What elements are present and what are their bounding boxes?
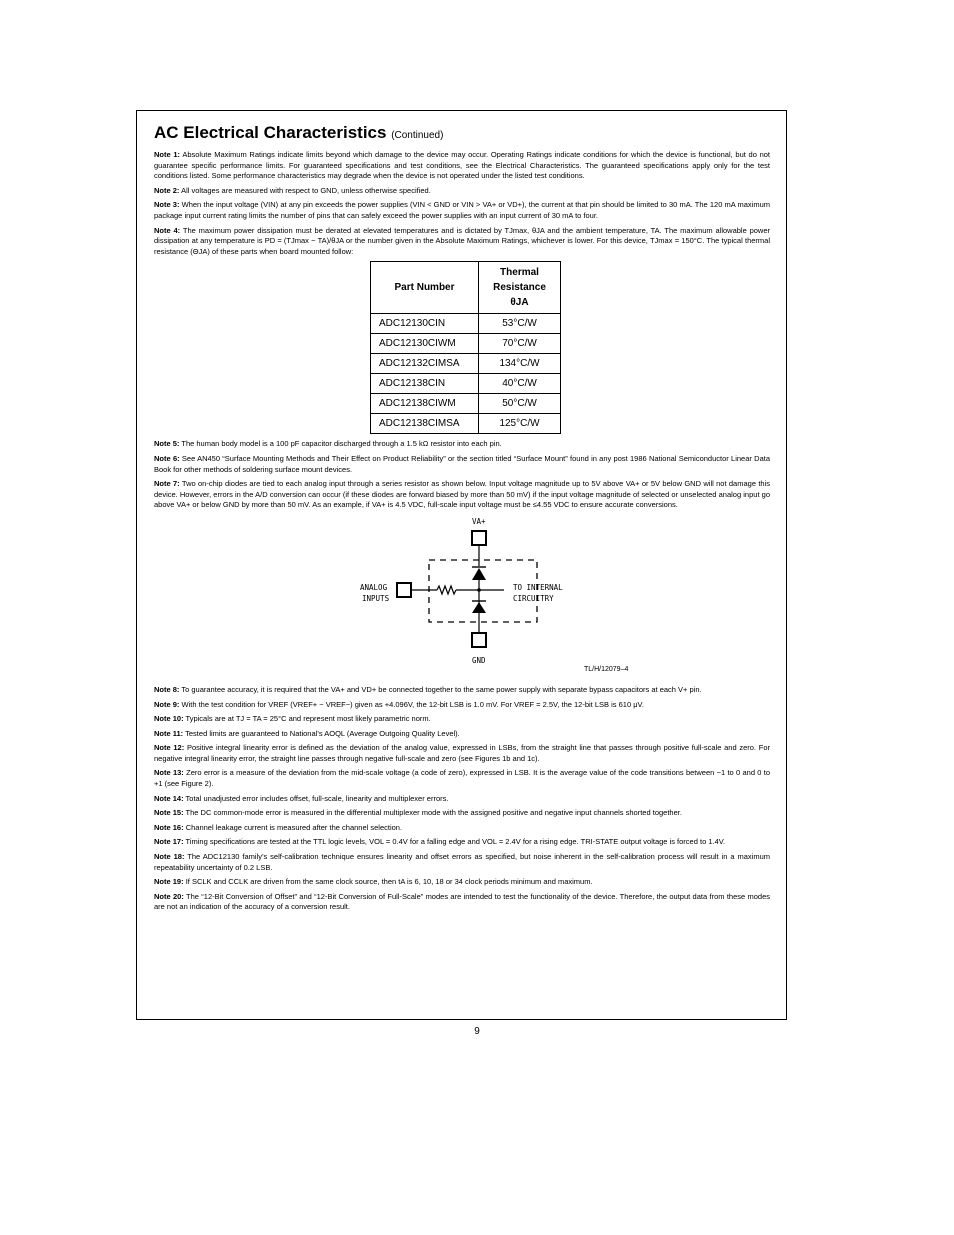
series-resistor <box>437 586 456 594</box>
note-label: Note 12: <box>154 743 185 753</box>
note-paragraph <box>154 877 770 888</box>
note-paragraph <box>154 837 770 848</box>
page-frame <box>136 110 787 1020</box>
protection-circuit-svg <box>154 515 770 681</box>
section-title: AC Electrical Characteristics (Continued) <box>154 123 444 142</box>
table-header-row <box>371 262 561 314</box>
note-text: The DC common-mode error is measured in the differential multiplexer mode with the assigned positive and negative input channels shorted together. <box>185 808 682 818</box>
note-text: If SCLK and CCLK are driven from the same clock source, then tA is 6, 10, 18 or 34 clock periods minimum and maximum. <box>185 877 593 887</box>
table-row <box>371 354 561 374</box>
note-label: Note 17: <box>154 837 184 847</box>
lower-diode <box>472 602 486 613</box>
note-label: Note 2: <box>154 185 180 195</box>
note-label: Note 3: <box>154 200 180 210</box>
note-text: The “12-Bit Conversion of Offset” and “12-Bit Conversion of Full-Scale” modes are intended to test the functionality of the device. Therefore, the output data from these modes are not an indication of the accuracy of a conversion result. <box>154 891 771 912</box>
va-label: VA+ <box>472 516 486 526</box>
note-text: To guarantee accuracy, it is required that the VA+ and VD+ be connected together to the same power supply with separate bypass capacitors at each V+ pin. <box>181 684 702 694</box>
thermal-value-cell: 134°C/W <box>479 354 561 374</box>
note-text: Two on-chip diodes are tied to each analog input through a series resistor as shown below. Input voltage magnitude up to 5V above VA+ or 5V below GND will not damage this device. However, errors in the A/D conversion can occur (if these diodes are forward biased by more than 50 mV) if the input voltage magnitude of selected or unselected analog input go above VA+ or below GND by more than 50 mV. As an example, if VA+ is 4.5 VDC, full-scale input voltage must be ≤4.55 VDC to ensure accurate conversions. <box>154 479 771 510</box>
va-pin-box <box>472 531 486 545</box>
thermal-value-cell: 50°C/W <box>479 394 561 414</box>
note-paragraph <box>154 823 770 834</box>
note-paragraph <box>154 200 770 221</box>
note-label: Note 5: <box>154 439 180 449</box>
note-paragraph <box>154 685 770 696</box>
gnd-label: GND <box>472 655 486 665</box>
note-paragraph <box>154 729 770 740</box>
note-text: Total unadjusted error includes offset, full-scale, linearity and multiplexer errors. <box>185 793 449 803</box>
table-row <box>371 414 561 434</box>
note-label: Note 10: <box>154 714 184 724</box>
note-label: Note 9: <box>154 699 180 709</box>
note-paragraph <box>154 226 770 258</box>
note-label: Note 6: <box>154 453 180 463</box>
note-text: With the test condition for VREF (VREF+ − VREF−) given as +4.096V, the 12-bit LSB is 1.0 mV. For VREF = 2.5V, the 12-bit LSB is 610 μV. <box>181 699 644 709</box>
note-text: Positive integral linearity error is defined as the deviation of the analog value, expressed in LSBs, from the straight line that passes through positive full-scale and zero. For negative integral linearity error, the straight line passes through negative full-scale and zero (see Figures 1b and 1c). <box>154 743 770 763</box>
note-paragraph <box>154 454 770 475</box>
note-text: Typicals are at TJ = TA = 25°C and represent most likely parametric norm. <box>185 714 431 724</box>
thermal-value-cell: 70°C/W <box>479 334 561 354</box>
note-label: Note 15: <box>154 808 184 818</box>
part-number-cell: ADC12130CIWM <box>371 334 479 354</box>
continued-label: (Continued) <box>391 130 444 141</box>
notes-group-c <box>154 685 770 913</box>
note-label: Note 18: <box>154 852 185 862</box>
note-text: The ADC12130 family’s self-calibration technique ensures linearity and offset errors as specified, but noise inherent in the self-calibration process will result in a maximum repeatability uncertainty of 0.2 LSB. <box>154 852 770 872</box>
thermal-value-cell: 40°C/W <box>479 374 561 394</box>
note-paragraph <box>154 186 770 197</box>
part-number-cell: ADC12138CIN <box>371 374 479 394</box>
note-paragraph <box>154 150 770 182</box>
page-number: 9 <box>474 1026 480 1037</box>
note-paragraph <box>154 479 770 511</box>
analog-inputs-label-1: ANALOG <box>360 582 388 592</box>
note-text: See AN450 “Surface Mounting Methods and Their Effect on Product Reliability” or the section titled “Surface Mount” found in any post 1986 National Semiconductor Linear Data Book for other methods of soldering surface mount devices. <box>154 453 770 474</box>
note-paragraph <box>154 439 770 450</box>
part-number-cell: ADC12132CIMSA <box>371 354 479 374</box>
note-label: Note 11: <box>154 728 184 738</box>
notes-group-a <box>154 150 770 257</box>
note-label: Note 4: <box>154 225 181 235</box>
note-label: Note 8: <box>154 684 180 694</box>
gnd-pin-box <box>472 633 486 647</box>
part-number-cell: ADC12138CIWM <box>371 394 479 414</box>
note-paragraph <box>154 700 770 711</box>
note-paragraph <box>154 714 770 725</box>
note-text: Channel leakage current is measured after the channel selection. <box>185 822 403 832</box>
thermal-resistance-table <box>370 261 561 434</box>
notes-group-b <box>154 439 770 511</box>
note-text: When the input voltage (VIN) at any pin exceeds the power supplies (VIN < GND or VIN > VA+ or VD+), the current at that pin should be limited to 30 mA. The 120 mA maximum package input current rating limits the number of pins that can safely exceed the power supplies with an input current of 30 mA to four. <box>154 200 770 220</box>
analog-inputs-label-2: INPUTS <box>362 593 390 603</box>
part-number-cell: ADC12130CIN <box>371 314 479 334</box>
upper-diode <box>472 568 486 580</box>
note-paragraph <box>154 852 770 873</box>
table-row <box>371 334 561 354</box>
note-text: Zero error is a measure of the deviation from the mid-scale voltage (a code of zero), expressed in LSB. It is the average value of the code transitions between −1 to 0 and 0 to +1 (see Figure 2). <box>154 768 770 789</box>
input-protection-diagram <box>154 515 770 681</box>
analog-input-pin-box <box>397 583 411 597</box>
part-number-cell: ADC12138CIMSA <box>371 414 479 434</box>
note-paragraph <box>154 743 770 764</box>
note-paragraph <box>154 808 770 819</box>
internal-circuitry-label-2: CIRCUITRY <box>513 593 554 603</box>
part-number-header: Part Number <box>371 262 479 314</box>
note-label: Note 14: <box>154 793 184 803</box>
note-label: Note 20: <box>154 891 184 901</box>
page-content <box>154 123 770 917</box>
note-paragraph <box>154 892 770 913</box>
note-text: The human body model is a 100 pF capacitor discharged through a 1.5 kΩ resistor into each pin. <box>181 439 502 449</box>
note-text: All voltages are measured with respect to GND, unless otherwise specified. <box>181 185 431 195</box>
table-row <box>371 374 561 394</box>
figure-id: TL/H/12079–4 <box>584 665 629 673</box>
note-text: Tested limits are guaranteed to National’s AOQL (Average Outgoing Quality Level). <box>185 728 460 738</box>
table-row <box>371 394 561 414</box>
note-text: Timing specifications are tested at the TTL logic levels, VOL = 0.4V for a falling edge and VOL = 2.4V for a rising edge. TRI-STATE output voltage is forced to 1.4V. <box>185 837 726 847</box>
internal-circuitry-label-1: TO INTERNAL <box>513 582 563 592</box>
note-text: Absolute Maximum Ratings indicate limits beyond which damage to the device may occur. Operating Ratings indicate conditions for which the device is functional, but do not guarantee specific performance limits. For guaranteed specifications and test conditions, see the Electrical Characteristics. The guaranteed specifications apply only for the test conditions listed. Some performance characteristics may degrade when the device is not operated under the listed test conditions. <box>154 150 771 181</box>
thermal-resistance-header: Thermal Resistance θJA <box>479 262 561 314</box>
thermal-value-cell: 53°C/W <box>479 314 561 334</box>
note-text: The maximum power dissipation must be derated at elevated temperatures and is dictated by TJmax, θJA and the ambient temperature, TA. The maximum allowable power dissipation at any temperature is PD = (TJmax − TA)/θJA or the number given in the Absolute Maximum Ratings, whichever is lower. For this device, TJmax = 150°C. The typical thermal resistance (ΘJA) of these parts when board mounted follow: <box>154 225 771 256</box>
note-label: Note 19: <box>154 877 184 887</box>
table-row <box>371 314 561 334</box>
thermal-value-cell: 125°C/W <box>479 414 561 434</box>
note-label: Note 1: <box>154 150 181 159</box>
note-label: Note 16: <box>154 822 184 832</box>
note-label: Note 13: <box>154 768 184 778</box>
note-paragraph <box>154 794 770 805</box>
note-paragraph <box>154 768 770 789</box>
note-label: Note 7: <box>154 479 180 489</box>
